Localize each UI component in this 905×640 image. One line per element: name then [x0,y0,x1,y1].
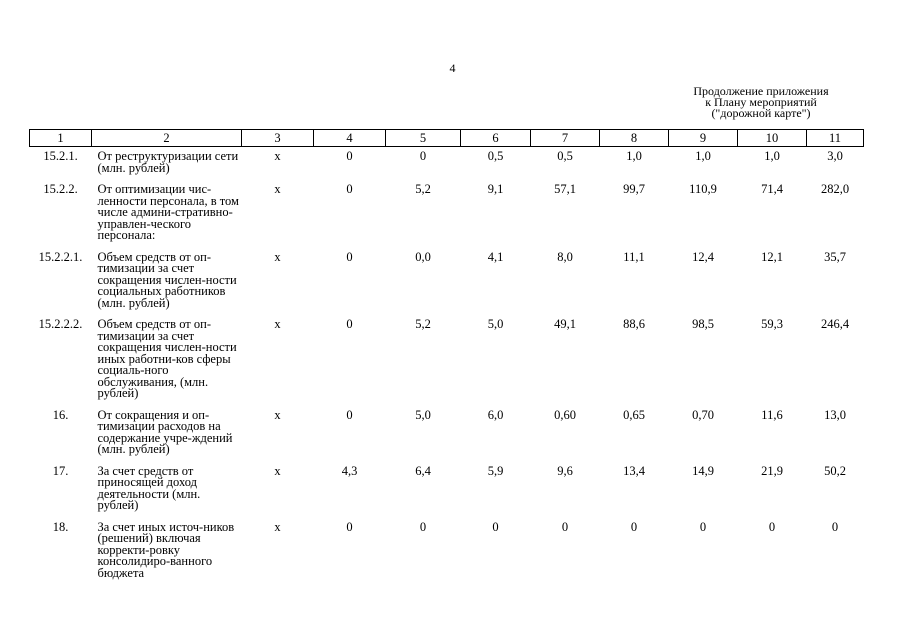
column-header: 9 [669,130,738,147]
cell-value: 3,0 [827,149,843,163]
cell-value: 9,6 [557,463,573,478]
row-description: За счет иных источ-ников (решений) включая корректи-ровку консолидиро-ванного бюджета [97,519,235,580]
table-row [30,248,864,316]
cell-value: 0,0 [415,249,431,264]
cell-value: 88,6 [623,317,645,331]
cell-value: 57,1 [554,182,576,196]
table-row [30,180,864,248]
row-number: 16. [52,407,69,422]
appendix-note-line-1: Продолжение приложения [693,84,829,98]
cell-value: 71,4 [761,182,783,196]
cell-value: 1,0 [695,149,711,163]
cell-value: 5,0 [415,407,431,422]
cell-value: 0 [419,149,427,163]
cell-value: 0,70 [692,407,714,422]
row-description: За счет средств от приносящей доход деятельности (млн. рублей) [97,463,201,512]
cell-value: 49,1 [554,317,576,331]
row-description: От оптимизации чис-ленности персонала, в том числе админи-стративно-управлен-ческого персонала: [97,182,239,242]
cell-value: 4,1 [487,249,504,264]
cell-value: 0 [346,519,353,534]
column-header: 11 [807,130,864,147]
table-row [30,406,864,462]
table-row [30,315,864,406]
cell-value: х [274,249,281,264]
cell-value: 0 [630,519,638,534]
cell-value: 0,5 [487,149,504,163]
cell-value: 1,0 [626,149,642,163]
cell-value: х [274,182,281,196]
cell-value: 0,5 [557,149,573,163]
cell-value: 110,9 [689,182,717,196]
cell-value: 4,3 [341,463,358,478]
table-header-row [30,130,864,147]
cell-value: 5,2 [415,317,431,331]
table-row [30,518,864,586]
row-number: 18. [52,519,69,534]
cell-value: 282,0 [820,182,850,196]
cell-value: 6,0 [487,407,504,422]
cell-value: 98,5 [692,317,714,331]
cell-value: 21,9 [761,463,783,478]
row-description: Объем средств от оп-тимизации за счет сокращения числен-ности социальных работников (млн. рублей) [97,249,237,310]
cell-value: х [274,149,281,163]
cell-value: 0 [768,519,776,534]
cell-value: 0 [831,519,839,534]
cell-value: 13,4 [623,463,645,478]
cell-value: 12,4 [692,249,714,264]
column-header: 1 [30,130,92,147]
row-description: От сокращения и оп-тимизации расходов на содержание учре-ждений (млн. рублей) [97,407,233,456]
cell-value: х [274,317,281,331]
column-header: 3 [242,130,314,147]
appendix-note-line-2: к Плану мероприятий [705,95,817,109]
cell-value: 11,1 [623,249,645,264]
cell-value: 9,1 [487,182,504,196]
cell-value: х [274,407,281,422]
cell-value: 0 [419,519,427,534]
cell-value: 0 [346,407,353,422]
cell-value: 246,4 [820,317,850,331]
cell-value: 0 [346,249,353,264]
cell-value: 0 [346,149,353,163]
cell-value: 11,6 [761,407,783,422]
column-header: 10 [738,130,807,147]
cell-value: 0 [561,519,569,534]
appendix-note [661,86,861,119]
row-number: 15.2.2.1. [38,249,83,264]
cell-value: 59,3 [761,317,783,331]
row-number: 15.2.1. [43,149,78,163]
cell-value: 13,0 [824,407,846,422]
row-number: 15.2.2.2. [38,317,83,331]
cell-value: 0 [346,182,353,196]
cell-value: 50,2 [824,463,846,478]
cell-value: 1,0 [764,149,780,163]
cell-value: 14,9 [692,463,714,478]
column-header: 6 [461,130,531,147]
table-row [30,147,864,181]
cell-value: 0 [492,519,499,534]
column-header: 7 [531,130,600,147]
column-header: 2 [92,130,242,147]
cell-value: 0,65 [623,407,645,422]
cell-value: 5,9 [487,463,504,478]
row-description: Объем средств от оп-тимизации за счет сокращения числен-ности иных работни-ков сферы социаль-ного обслуживания, (млн. рублей) [97,317,237,400]
row-number: 17. [52,463,69,478]
table-row [30,462,864,518]
cell-value: 99,7 [623,182,645,196]
cell-value: 35,7 [824,249,846,264]
cell-value: 5,0 [487,317,504,331]
budget-table [29,129,864,585]
page-number: 4 [449,61,456,75]
cell-value: 8,0 [557,249,573,264]
column-header: 5 [386,130,461,147]
column-header: 8 [600,130,669,147]
cell-value: 5,2 [415,182,431,196]
cell-value: 0 [346,317,353,331]
row-number: 15.2.2. [43,182,78,196]
cell-value: 6,4 [415,463,431,478]
cell-value: х [274,519,281,534]
appendix-note-line-3: ("дорожной карте") [711,106,811,120]
cell-value: 12,1 [761,249,783,264]
cell-value: 0 [699,519,707,534]
cell-value: 0,60 [554,407,576,422]
row-description: От реструктуризации сети (млн. рублей) [97,149,239,175]
cell-value: х [274,463,281,478]
column-header: 4 [314,130,386,147]
